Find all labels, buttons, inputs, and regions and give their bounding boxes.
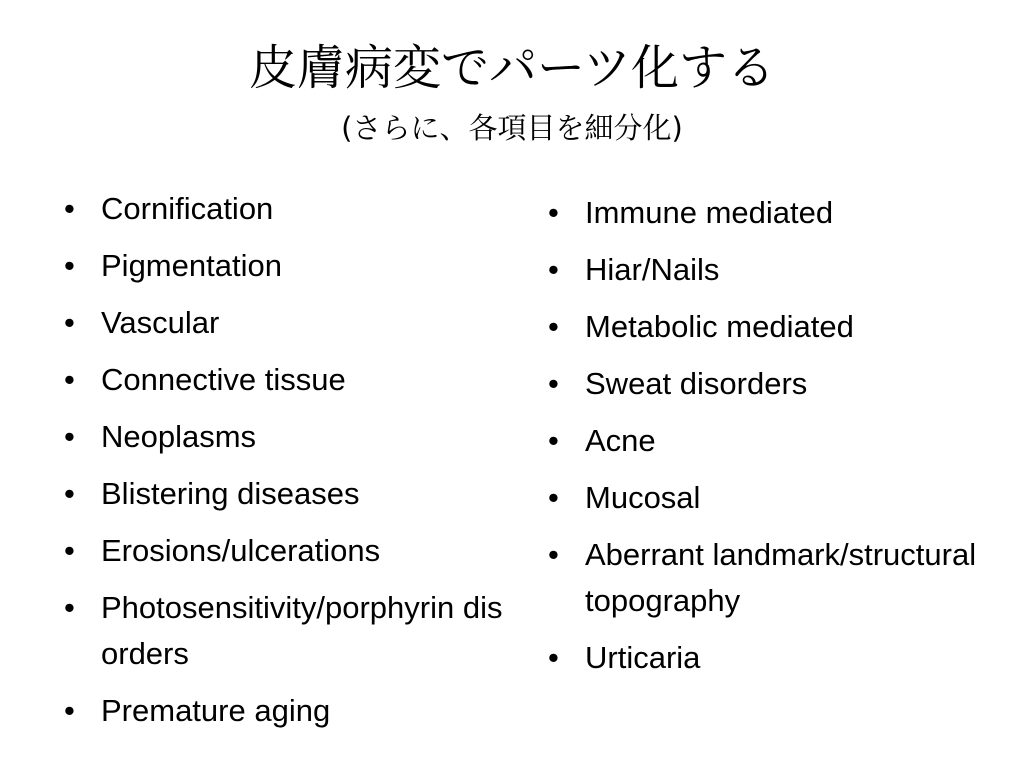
bullet-icon: • (548, 640, 559, 675)
bullet-icon: • (548, 480, 559, 515)
list-item-text: Hiar/Nails (585, 252, 720, 287)
list-item (548, 635, 988, 681)
list-item-text: Immune mediated (585, 195, 834, 230)
list-item (64, 585, 504, 677)
list-item-text: Pigmentation (101, 248, 282, 283)
list-item-text: Vascular (101, 305, 220, 340)
list-item-text: Connective tissue (101, 362, 346, 397)
list-item-text: Premature aging (101, 693, 331, 728)
bullet-icon: • (64, 590, 75, 625)
bullet-icon: • (548, 195, 559, 230)
list-item (64, 243, 504, 289)
list-item-text: Erosions/ulcerations (101, 533, 381, 568)
list-item (64, 471, 504, 517)
bullet-icon: • (64, 419, 75, 454)
list-item (548, 418, 988, 464)
list-item-text: Blistering diseases (101, 476, 360, 511)
left-bullet-list (64, 186, 504, 745)
bullet-icon: • (64, 533, 75, 568)
list-item (548, 247, 988, 293)
list-item-text: Neoplasms (101, 419, 257, 454)
list-item-text: Acne (585, 423, 656, 458)
list-item-text: Urticaria (585, 640, 701, 675)
list-item-text: Mucosal (585, 480, 701, 515)
bullet-icon: • (548, 537, 559, 572)
bullet-icon: • (548, 366, 559, 401)
bullet-icon: • (64, 693, 75, 728)
list-item (64, 357, 504, 403)
list-item (64, 528, 504, 574)
bullet-icon: • (64, 248, 75, 283)
list-item (548, 361, 988, 407)
list-item (64, 414, 504, 460)
bullet-icon: • (64, 476, 75, 511)
list-item-text: Metabolic mediated (585, 309, 854, 344)
slide-title: 皮膚病変でパーツ化する (248, 40, 776, 96)
list-item-text: Aberrant landmark/structural topography (585, 537, 977, 618)
bullet-icon: • (64, 191, 75, 226)
list-item (548, 532, 988, 624)
list-item (548, 190, 988, 236)
list-item (64, 300, 504, 346)
right-bullet-list (548, 190, 988, 692)
list-item (548, 304, 988, 350)
list-item-text: Cornification (101, 191, 274, 226)
bullet-icon: • (548, 423, 559, 458)
list-item (548, 475, 988, 521)
list-item-text: Sweat disorders (585, 366, 808, 401)
bullet-icon: • (64, 305, 75, 340)
slide-subtitle: (さらに、各項目を細分化) (341, 111, 683, 145)
list-item (64, 186, 504, 232)
list-item-text: Photosensitivity/porphyrin disorders (101, 590, 503, 671)
bullet-icon: • (64, 362, 75, 397)
bullet-icon: • (548, 252, 559, 287)
bullet-icon: • (548, 309, 559, 344)
list-item (64, 688, 504, 734)
